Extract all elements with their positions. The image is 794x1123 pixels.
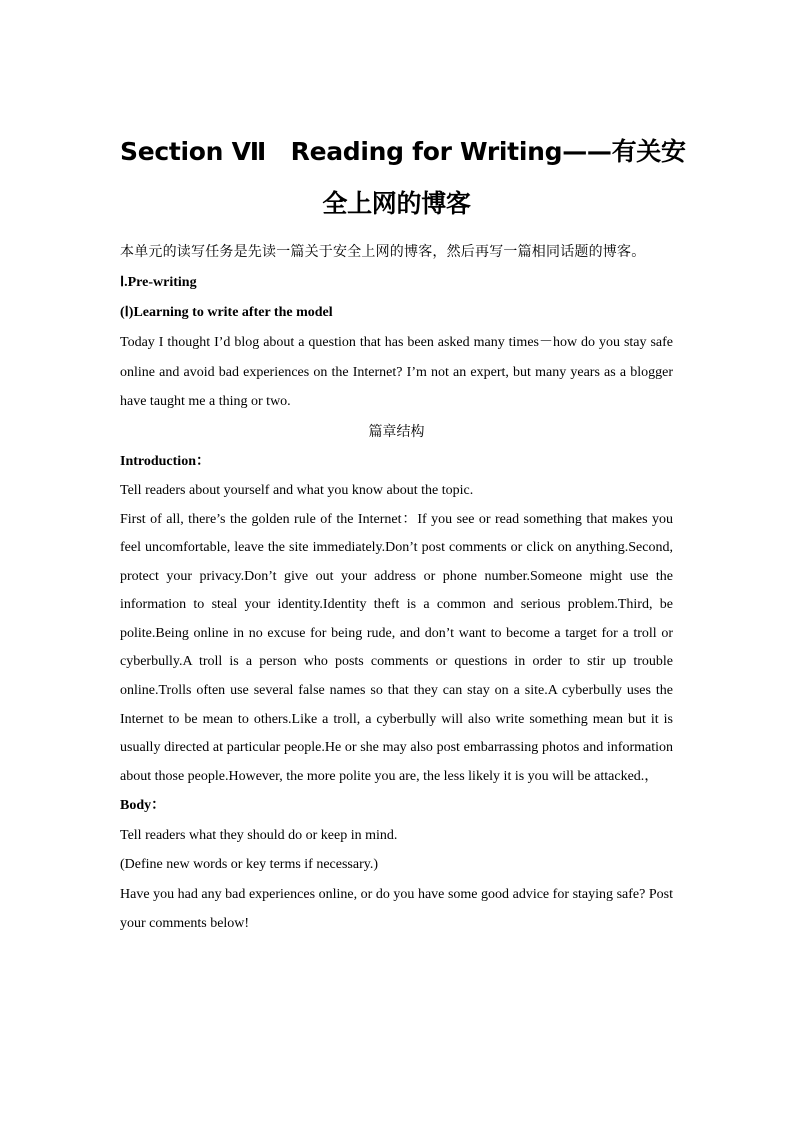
body-description-2: (Define new words or key terms if necessary.) [120, 857, 378, 873]
document-body [120, 238, 673, 939]
body-description-1: Tell readers what they should do or keep in mind. [120, 827, 398, 843]
page-title [120, 126, 686, 230]
model-paragraph: Today I thought I’d blog about a question that has been asked many times－how do you stay safe online and avoid bad experiences on the Internet? I’m not an expert, but many years as a blogger have taught me a thing or two. [120, 335, 673, 409]
main-paragraph: First of all, there’s the golden rule of the Internet：If you see or read something that makes you feel uncomfortable, leave the site immediately.Don’t post comments or click on anything.Second, protect your privacy.Don’t give out your address or phone number.Someone might use the information to steal your identity.Identity theft is a common and serious problem.Third, be polite.Being online in no excuse for being rude, and don’t want to become a target for a troll or cyberbully.A troll is a person who posts comments or questions in order to stir up trouble online.Trolls often use several false names so that they can stay on a site.A cyberbully uses the Internet to be mean to others.Like a troll, a cyberbully will also write something mean but it is usually directed at particular people.He or she may also post embarrassing photos and information about those people.However, the more polite you are, the less likely it is you will be attacked.， [120, 511, 673, 784]
closing-paragraph: Have you had any bad experiences online, or do you have some good advice for staying safe? Post your comments below! [120, 886, 673, 932]
subsection-heading-learning: (Ⅰ)Learning to write after the model [120, 305, 333, 320]
introduction-label: Introduction： [120, 453, 210, 469]
structure-heading: 篇章结构 [368, 423, 425, 440]
section-heading-prewriting: Ⅰ.Pre-writing [120, 275, 197, 290]
body-label: Body： [120, 798, 166, 814]
title-line-1: Section Ⅶ Reading for Writing——有关安 [120, 137, 686, 166]
task-intro-cn: 本单元的读写任务是先读一篇关于安全上网的博客，然后再写一篇相同话题的博客。 [120, 244, 646, 260]
introduction-description: Tell readers about yourself and what you know about the topic. [120, 483, 474, 498]
title-line-2: 全上网的博客 [322, 189, 471, 218]
